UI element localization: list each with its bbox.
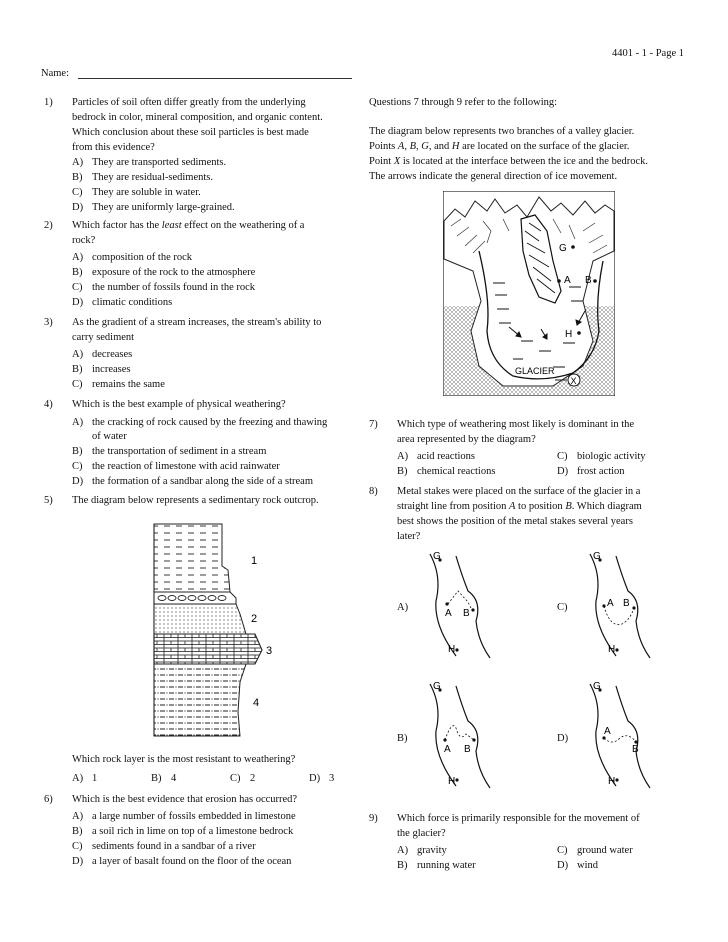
choice-b[interactable] [72, 362, 130, 377]
emphasis-text: least [161, 220, 182, 231]
question-text-line: best shows the position of the metal stakes several years [397, 516, 633, 527]
option-c-label[interactable]: C) [557, 602, 568, 613]
choice-text: wind [577, 860, 598, 871]
choice-a[interactable] [72, 347, 132, 362]
text-span: , [404, 141, 410, 152]
question-number: 3) [44, 317, 53, 328]
choice-text: 1 [92, 773, 98, 784]
choice-text: the transportation of sediment in a stream [92, 446, 267, 457]
choice-c[interactable] [557, 449, 646, 464]
choice-letter: C) [230, 773, 241, 784]
point-h: H [448, 776, 456, 787]
option-a-diagram[interactable] [420, 546, 500, 661]
choice-text: frost action [577, 466, 625, 477]
choice-d[interactable] [72, 295, 172, 310]
choice-text: 2 [250, 773, 256, 784]
choice-text: They are uniformly large-grained. [92, 202, 235, 213]
choice-letter: D) [557, 860, 569, 871]
question-text-line [72, 218, 372, 233]
choice-b[interactable] [72, 170, 213, 185]
passage-intro [369, 95, 689, 184]
option-d-label[interactable]: D) [557, 733, 569, 744]
point-label: A [509, 501, 516, 512]
option-d-diagram[interactable] [580, 676, 660, 791]
question-text: The diagram below represents a sedimentary rock outcrop. [72, 495, 319, 506]
point-label: B [565, 501, 572, 512]
choice-text: ground water [577, 845, 633, 856]
choice-letter: B) [72, 267, 83, 278]
choice-letter: A) [72, 349, 84, 360]
choice-b[interactable] [151, 771, 176, 786]
choice-a-continued [72, 429, 127, 444]
choice-a[interactable] [72, 771, 97, 786]
choice-letter: A) [397, 845, 409, 856]
layer-1 [154, 524, 230, 592]
point-b: B [464, 744, 471, 755]
choice-letter: C) [557, 451, 568, 462]
choice-b[interactable] [72, 824, 293, 839]
choice-text: the reaction of limestone with acid rainwater [92, 461, 280, 472]
choice-text: decreases [92, 349, 133, 360]
point-h: H [608, 776, 616, 787]
choice-letter: A) [72, 773, 84, 784]
choice-d[interactable] [557, 858, 598, 873]
point-g: G [593, 681, 601, 692]
choice-letter: B) [72, 364, 83, 375]
question-number: 8) [369, 486, 378, 497]
question-text: Which is the best evidence that erosion has occurred? [72, 794, 298, 805]
text-span: effect on the weathering of a [181, 220, 305, 231]
choice-c[interactable] [72, 839, 256, 854]
question-text-line: As the gradient of a stream increases, the stream's ability to [72, 317, 322, 328]
choice-c[interactable] [230, 771, 255, 786]
choice-text: a layer of basalt found on the floor of the ocean [92, 856, 292, 867]
glacier-label-h: H [565, 329, 573, 340]
choice-text: chemical reactions [417, 466, 496, 477]
choice-text: composition of the rock [92, 252, 193, 263]
choice-c[interactable] [72, 280, 255, 295]
question-number: 2) [44, 220, 53, 231]
question-text-line: Metal stakes were placed on the surface of the glacier in a [397, 486, 641, 497]
choice-b[interactable] [397, 858, 476, 873]
question-number: 7) [369, 419, 378, 430]
layer-label-4: 4 [253, 697, 260, 709]
choice-text: remains the same [92, 379, 165, 390]
choice-text: They are residual-sediments. [92, 172, 213, 183]
choice-text: a soil rich in lime on top of a limestone bedrock [92, 826, 294, 837]
option-b-label[interactable]: B) [397, 733, 408, 744]
point-g: G [433, 551, 441, 562]
question-5-prompt [72, 752, 372, 767]
choice-letter: C) [72, 187, 83, 198]
sedimentary-outcrop-diagram [150, 522, 280, 762]
choice-letter: C) [72, 461, 83, 472]
layer-3 [154, 634, 262, 664]
choice-c[interactable] [557, 843, 633, 858]
choice-letter: B) [397, 860, 408, 871]
choice-letter: D) [309, 773, 321, 784]
choice-a[interactable] [72, 809, 296, 824]
choice-letter: B) [72, 826, 83, 837]
glacier-label-b: B [585, 275, 592, 286]
choice-letter: C) [557, 845, 568, 856]
choice-text: the formation of a sandbar along the side of a stream [92, 476, 314, 487]
point-h: H [608, 644, 616, 655]
text-span: , and [428, 141, 452, 152]
choice-text: running water [417, 860, 476, 871]
choice-text: acid reactions [417, 451, 476, 462]
choice-letter: B) [151, 773, 162, 784]
glacier-label-g: G [559, 243, 567, 254]
text-span: Points [369, 141, 398, 152]
choice-letter: B) [72, 446, 83, 457]
name-field-line[interactable] [78, 78, 352, 79]
question-text-line: later? [397, 531, 421, 542]
choice-text: exposure of the rock to the atmosphere [92, 267, 256, 278]
choice-letter: D) [72, 297, 84, 308]
question-number: 9) [369, 813, 378, 824]
question-text-line: Particles of soil often differ greatly from the underlying [72, 97, 306, 108]
choice-text: sediments found in a sandbar of a river [92, 841, 256, 852]
choice-text: a large number of fossils embedded in limestone [92, 811, 296, 822]
choice-letter: C) [72, 282, 83, 293]
question-text-line: Which conclusion about these soil particles is best made [72, 127, 309, 138]
point-h: H [448, 644, 456, 655]
passage-line: The arrows indicate the general direction of ice movement. [369, 171, 618, 182]
text-span: , [415, 141, 422, 152]
point-b: B [632, 744, 639, 755]
choice-b[interactable] [397, 464, 495, 479]
glacier-label: GLACIER [515, 366, 555, 376]
question-number: 5) [44, 495, 53, 506]
text-span: . Which diagram [571, 501, 642, 512]
question-text-line: Which force is primarily responsible for the movement of [397, 813, 640, 824]
question-number: 4) [44, 399, 53, 410]
layer-label-2: 2 [251, 613, 258, 625]
layer-4 [154, 664, 246, 736]
page-reference: 4401 - 1 - Page 1 [611, 48, 684, 59]
choice-letter: C) [72, 841, 83, 852]
choice-letter: A) [397, 451, 409, 462]
option-c-diagram[interactable] [580, 546, 660, 661]
point-b: B [463, 608, 470, 619]
question-number: 1) [44, 97, 53, 108]
text-span: to position [515, 501, 566, 512]
text-span: straight line from position [397, 501, 509, 512]
choice-b[interactable] [72, 444, 266, 459]
choice-text: the cracking of rock caused by the freezing and thawing [92, 417, 328, 428]
question-text-line: Which is the best example of physical weathering? [72, 399, 286, 410]
passage-line: The diagram below represents two branches of a valley glacier. [369, 126, 635, 137]
point-g: G [433, 681, 441, 692]
choice-letter: D) [72, 476, 84, 487]
choice-b[interactable] [72, 265, 255, 280]
point-label: G [421, 141, 429, 152]
passage-line [369, 139, 689, 154]
choice-d[interactable] [557, 464, 625, 479]
choice-text: They are transported sediments. [92, 157, 227, 168]
glacier-label-x: X [570, 376, 577, 386]
point-label: B [409, 141, 416, 152]
choice-a[interactable] [72, 415, 327, 430]
question-text-line: rock? [72, 235, 96, 246]
question-text-line: the glacier? [397, 828, 446, 839]
question-text-line: from this evidence? [72, 142, 155, 153]
text-span: is located at the interface between the ice and the bedrock. [400, 156, 649, 167]
text-span: are located on the surface of the glacier. [459, 141, 630, 152]
choice-text: of water [92, 431, 127, 442]
choice-a[interactable] [72, 250, 192, 265]
choice-letter: C) [72, 379, 83, 390]
choice-d[interactable] [72, 200, 235, 215]
choice-c[interactable] [72, 459, 280, 474]
choice-a[interactable] [397, 843, 447, 858]
choice-a[interactable] [72, 155, 226, 170]
choice-a[interactable] [397, 449, 475, 464]
point-a: A [604, 726, 611, 737]
choice-text: They are soluble in water. [92, 187, 201, 198]
question-text-line: Which type of weathering most likely is dominant in the [397, 419, 635, 430]
point-a: A [445, 608, 452, 619]
passage-heading: Questions 7 through 9 refer to the following: [369, 97, 558, 108]
choice-letter: B) [397, 466, 408, 477]
choice-text: 3 [329, 773, 335, 784]
option-b-diagram[interactable] [420, 676, 500, 791]
layer-2 [154, 604, 246, 634]
point-label: H [451, 141, 460, 152]
passage-line [369, 154, 689, 169]
point-label: X [393, 156, 401, 167]
choice-letter: D) [557, 466, 569, 477]
option-a-label[interactable]: A) [397, 602, 409, 613]
choice-d[interactable] [72, 474, 313, 489]
layer-label-1: 1 [251, 555, 258, 567]
choice-text: biologic activity [577, 451, 646, 462]
point-b: B [623, 598, 630, 609]
choice-letter: B) [72, 172, 83, 183]
name-label: Name: [41, 68, 69, 79]
question-text: Which rock layer is the most resistant to weathering? [72, 754, 296, 765]
point-a: A [444, 744, 451, 755]
question-text-line: bedrock in color, mineral composition, and organic content. [72, 112, 323, 123]
choice-d[interactable] [72, 854, 291, 869]
point-a: A [607, 598, 614, 609]
choice-c[interactable] [72, 185, 201, 200]
question-text-line: carry sediment [72, 332, 135, 343]
choice-text: increases [92, 364, 131, 375]
point-label: A [397, 141, 405, 152]
layer-label-3: 3 [266, 645, 273, 657]
point-g: G [593, 551, 601, 562]
text-span: Which factor has the [72, 220, 162, 231]
choice-d[interactable] [309, 771, 334, 786]
choice-c[interactable] [72, 377, 165, 392]
question-text-line [397, 499, 697, 514]
glacier-label-a: A [564, 275, 571, 286]
question-number: 6) [44, 794, 53, 805]
choice-letter: A) [72, 811, 84, 822]
choice-text: gravity [417, 845, 447, 856]
choice-letter: A) [72, 157, 84, 168]
choice-text: climatic conditions [92, 297, 173, 308]
glacier-diagram [443, 191, 615, 396]
choice-text: the number of fossils found in the rock [92, 282, 256, 293]
text-span: Point [369, 156, 394, 167]
choice-letter: D) [72, 202, 84, 213]
choice-letter: A) [72, 417, 84, 428]
choice-text: 4 [171, 773, 177, 784]
question-text-line: area represented by the diagram? [397, 434, 536, 445]
choice-letter: A) [72, 252, 84, 263]
choice-letter: D) [72, 856, 84, 867]
